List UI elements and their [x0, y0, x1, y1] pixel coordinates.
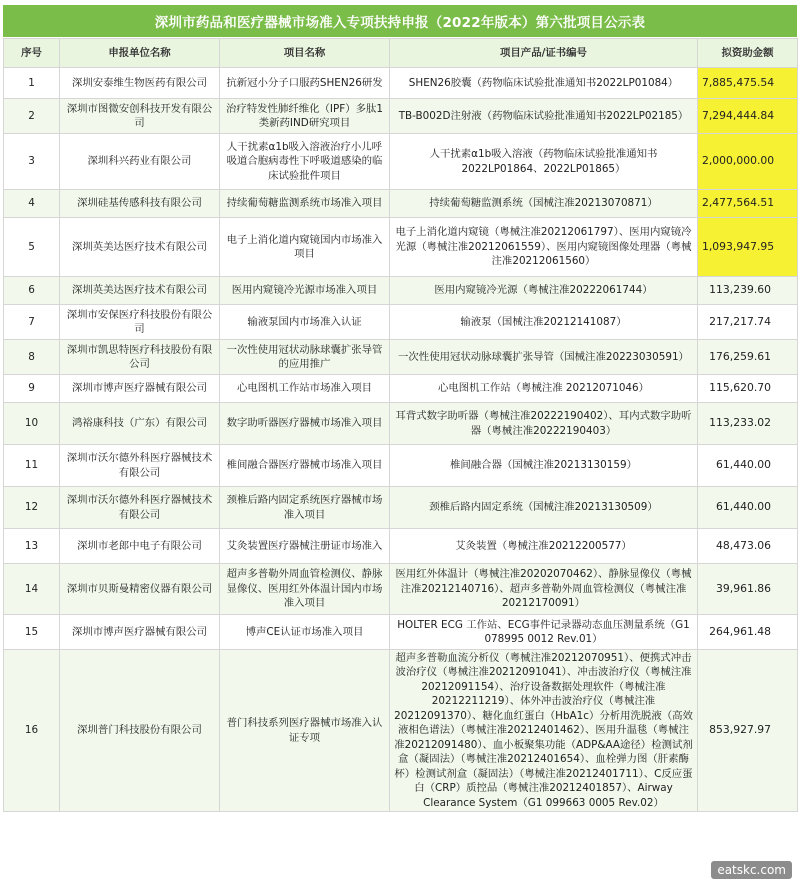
column-header-index: 序号: [4, 39, 60, 68]
company-cell: 深圳市凯思特医疗科技股份有限公司: [60, 340, 220, 375]
project-cell: 艾灸装置医疗器械注册证市场准入: [220, 529, 390, 564]
company-cell: 深圳市博声医疗器械有限公司: [60, 375, 220, 403]
row-index-cell: 10: [4, 403, 60, 445]
company-cell: 深圳市沃尔德外科医疗器械技术有限公司: [60, 487, 220, 529]
row-index-cell: 14: [4, 564, 60, 615]
table-row: [4, 340, 798, 375]
row-index-cell: 3: [4, 134, 60, 190]
page-title: 深圳市药品和医疗器械市场准入专项扶持申报（2022年版本）第六批项目公示表: [3, 5, 797, 37]
table-row: [4, 99, 798, 134]
product-cell: 椎间融合器（国械注准20213130159）: [390, 445, 698, 487]
project-cell: 医用内窥镜冷光源市场准入项目: [220, 277, 390, 305]
row-index-cell: 2: [4, 99, 60, 134]
amount-cell: 217,217.74: [698, 305, 798, 340]
table-row: [4, 375, 798, 403]
table-row: [4, 529, 798, 564]
company-cell: 深圳硅基传感科技有限公司: [60, 190, 220, 218]
product-cell: 持续葡萄糖监测系统（国械注准20213070871）: [390, 190, 698, 218]
company-cell: 深圳市贝斯曼精密仪器有限公司: [60, 564, 220, 615]
row-index-cell: 6: [4, 277, 60, 305]
amount-cell: 2,000,000.00: [698, 134, 798, 190]
table-row: [4, 218, 798, 277]
amount-cell: 7,294,444.84: [698, 99, 798, 134]
company-cell: 深圳市老郎中电子有限公司: [60, 529, 220, 564]
product-cell: 输液泵（国械注准20212141087）: [390, 305, 698, 340]
table-row: [4, 564, 798, 615]
amount-cell: 1,093,947.95: [698, 218, 798, 277]
company-cell: 深圳英美达医疗技术有限公司: [60, 218, 220, 277]
project-cell: 普门科技系列医疗器械市场准入认证专项: [220, 650, 390, 812]
row-index-cell: 12: [4, 487, 60, 529]
table-row: [4, 650, 798, 812]
table-row: [4, 190, 798, 218]
table-row: [4, 134, 798, 190]
project-cell: 超声多普勒外周血管检测仪、静脉显像仪、医用红外体温计国内市场准入项目: [220, 564, 390, 615]
product-cell: 医用内窥镜冷光源（粤械注准20222061744）: [390, 277, 698, 305]
project-cell: 电子上消化道内窥镜国内市场准入项目: [220, 218, 390, 277]
amount-cell: 113,233.02: [698, 403, 798, 445]
product-cell: 一次性使用冠状动脉球囊扩张导管（国械注准20223030591）: [390, 340, 698, 375]
product-cell: 耳背式数字助听器（粤械注准20222190402）、耳内式数字助听器（粤械注准20222190403）: [390, 403, 698, 445]
product-cell: 心电图机工作站（粤械注准 20212071046）: [390, 375, 698, 403]
company-cell: 深圳市沃尔德外科医疗器械技术有限公司: [60, 445, 220, 487]
row-index-cell: 8: [4, 340, 60, 375]
company-cell: 深圳科兴药业有限公司: [60, 134, 220, 190]
company-cell: 深圳市安保医疗科技股份有限公司: [60, 305, 220, 340]
amount-cell: 39,961.86: [698, 564, 798, 615]
product-cell: 电子上消化道内窥镜（粤械注准20212061797）、医用内窥镜冷光源（粤械注准20212061559）、医用内窥镜图像处理器（粤械注准20212061560）: [390, 218, 698, 277]
project-cell: 抗新冠小分子口服药SHEN26研发: [220, 68, 390, 99]
company-cell: 深圳普门科技股份有限公司: [60, 650, 220, 812]
amount-cell: 113,239.60: [698, 277, 798, 305]
amount-cell: 48,473.06: [698, 529, 798, 564]
table-row: [4, 68, 798, 99]
row-index-cell: 1: [4, 68, 60, 99]
company-cell: 鸿裕康科技（广东）有限公司: [60, 403, 220, 445]
amount-cell: 2,477,564.51: [698, 190, 798, 218]
project-cell: 博声CE认证市场准入项目: [220, 615, 390, 650]
table-body: [4, 68, 798, 812]
product-cell: HOLTER ECG 工作站、ECG事件记录器动态血压测量系统（G1 078995 0012 Rev.01）: [390, 615, 698, 650]
project-cell: 一次性使用冠状动脉球囊扩张导管的应用推广: [220, 340, 390, 375]
company-cell: 深圳英美达医疗技术有限公司: [60, 277, 220, 305]
product-cell: 超声多普勒血流分析仪（粤械注准20212070951）、便携式冲击波治疗仪（粤械注准20212091041）、冲击波治疗仪（粤械注准20212091154）、治疗设备数据处理软件（粤械注准20212211219）、体外冲击波治疗仪（粤械注准20212091370）、糖化血红蛋白（HbA1c）分析用洗脱液（高效液相色谱法）（粤械注准20212401462）、医用升温毯（粤械注准20212091480）、血小板聚集功能（ADP&AA途径）检测试剂盒（凝固法）（粤械注准20212401654）、血栓弹力图（肝素酶杯）检测试剂盒（凝固法）（粤械注准20212401711）、C反应蛋白（CRP）质控品（粤械注准20212401857）、Airway Clearance System（G1 099663 0005 Rev.02）: [390, 650, 698, 812]
product-cell: 医用红外体温计（粤械注准20202070462）、静脉显像仪（粤械注准20212140716）、超声多普勒外周血管检测仪（粤械注准20212170091）: [390, 564, 698, 615]
row-index-cell: 13: [4, 529, 60, 564]
project-cell: 数字助听器医疗器械市场准入项目: [220, 403, 390, 445]
amount-cell: 176,259.61: [698, 340, 798, 375]
table-row: [4, 277, 798, 305]
product-cell: 颈椎后路内固定系统（国械注准20213130509）: [390, 487, 698, 529]
project-table: [3, 38, 798, 812]
row-index-cell: 16: [4, 650, 60, 812]
project-cell: 颈椎后路内固定系统医疗器械市场准入项目: [220, 487, 390, 529]
table-row: [4, 403, 798, 445]
amount-cell: 853,927.97: [698, 650, 798, 812]
row-index-cell: 4: [4, 190, 60, 218]
table-row: [4, 305, 798, 340]
product-cell: 人干扰素α1b吸入溶液（药物临床试验批准通知书2022LP01864、2022LP01865）: [390, 134, 698, 190]
project-cell: 人干扰素α1b吸入溶液治疗小儿呼吸道合胞病毒性下呼吸道感染的临床试验批件项目: [220, 134, 390, 190]
amount-cell: 7,885,475.54: [698, 68, 798, 99]
product-cell: TB-B002D注射液（药物临床试验批准通知书2022LP02185）: [390, 99, 698, 134]
row-index-cell: 11: [4, 445, 60, 487]
company-cell: 深圳市博声医疗器械有限公司: [60, 615, 220, 650]
company-cell: 深圳市图微安创科技开发有限公司: [60, 99, 220, 134]
company-cell: 深圳安泰维生物医药有限公司: [60, 68, 220, 99]
site-watermark: eatskc.com: [711, 861, 792, 879]
project-cell: 持续葡萄糖监测系统市场准入项目: [220, 190, 390, 218]
amount-cell: 264,961.48: [698, 615, 798, 650]
column-header-company: 申报单位名称: [60, 39, 220, 68]
column-header-product: 项目产品/证书编号: [390, 39, 698, 68]
table-header-row: [4, 39, 798, 68]
product-cell: 艾灸装置（粤械注准20212200577）: [390, 529, 698, 564]
project-cell: 心电图机工作站市场准入项目: [220, 375, 390, 403]
row-index-cell: 9: [4, 375, 60, 403]
column-header-amount: 拟资助金额: [698, 39, 798, 68]
row-index-cell: 7: [4, 305, 60, 340]
amount-cell: 115,620.70: [698, 375, 798, 403]
row-index-cell: 5: [4, 218, 60, 277]
project-cell: 椎间融合器医疗器械市场准入项目: [220, 445, 390, 487]
amount-cell: 61,440.00: [698, 445, 798, 487]
project-cell: 治疗特发性肺纤维化（IPF）多肽1类新药IND研究项目: [220, 99, 390, 134]
row-index-cell: 15: [4, 615, 60, 650]
table-row: [4, 487, 798, 529]
amount-cell: 61,440.00: [698, 487, 798, 529]
product-cell: SHEN26胶囊（药物临床试验批准通知书2022LP01084）: [390, 68, 698, 99]
column-header-project: 项目名称: [220, 39, 390, 68]
table-row: [4, 615, 798, 650]
table-row: [4, 445, 798, 487]
project-cell: 输液泵国内市场准入认证: [220, 305, 390, 340]
